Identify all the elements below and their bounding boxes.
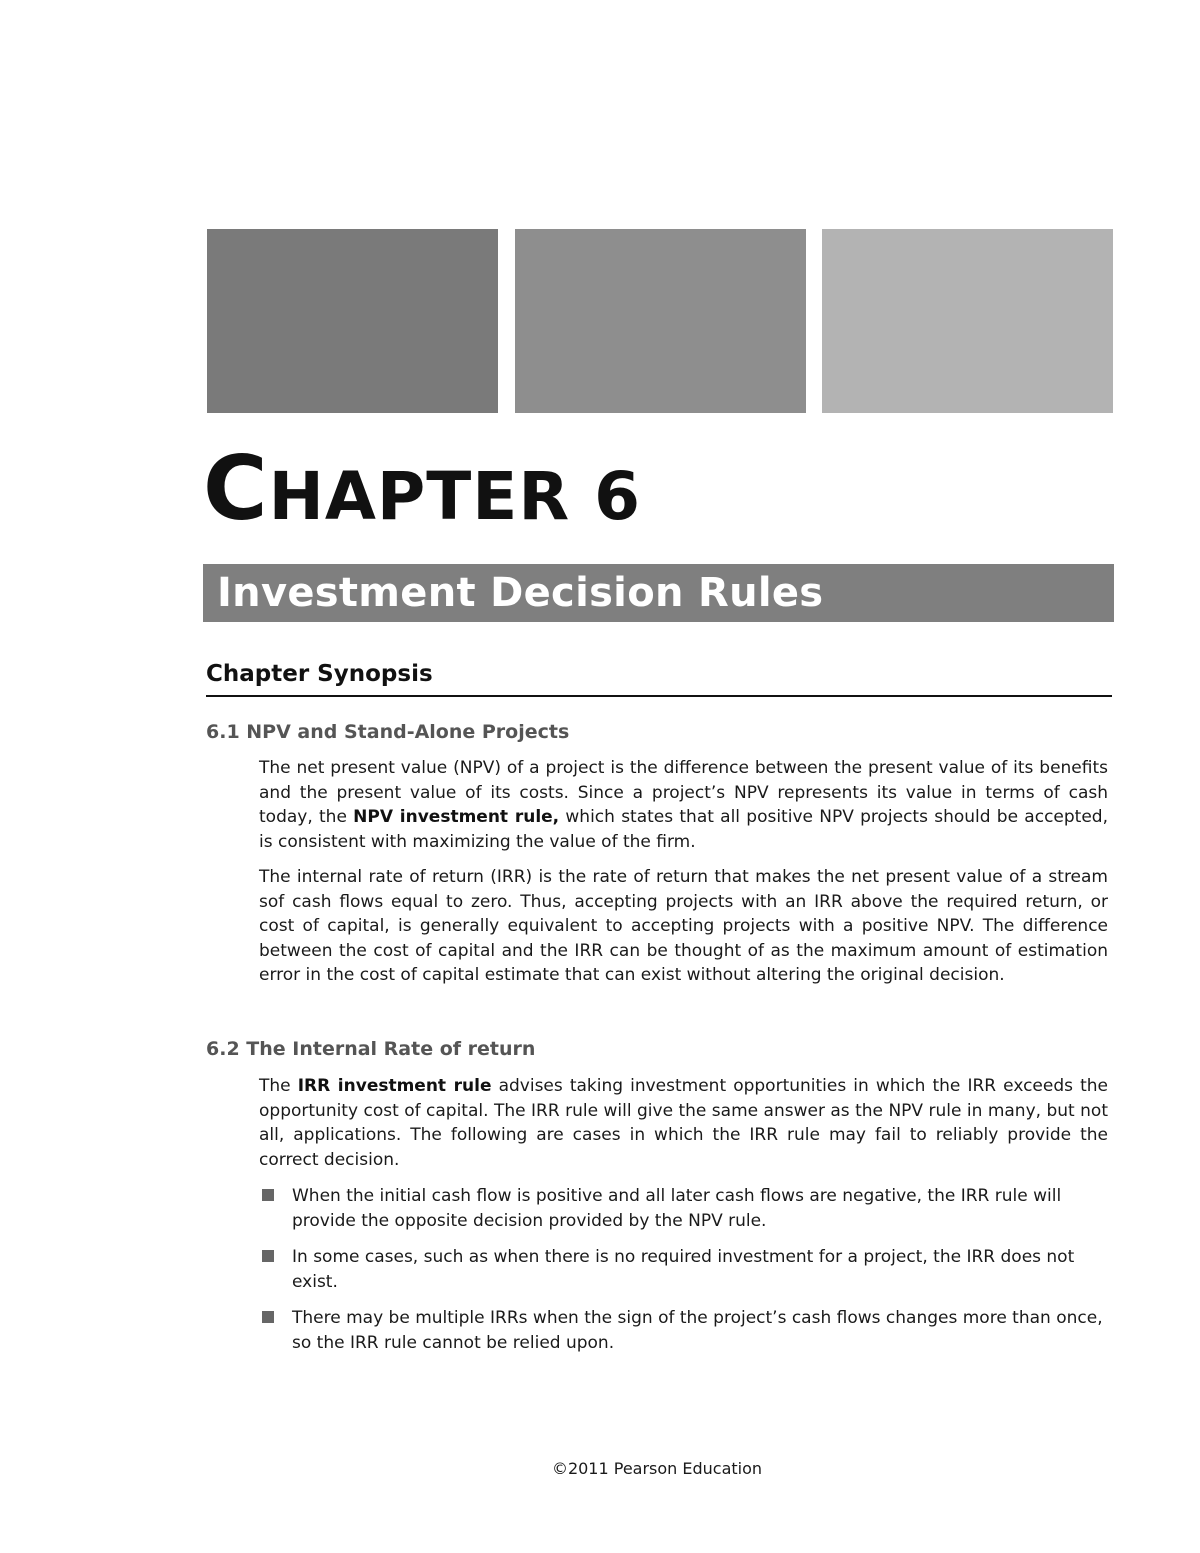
- chapter-title-initial: C: [203, 437, 269, 540]
- chapter-subtitle: Investment Decision Rules: [217, 570, 824, 616]
- section-6-1-paragraph-1: [259, 756, 1108, 854]
- chapter-title: [203, 436, 641, 542]
- section-heading-6-1: 6.1 NPV and Stand-Alone Projects: [206, 721, 570, 743]
- header-block-dark: [207, 229, 498, 413]
- paragraph-text: which states that all positive NPV projects should be accepted, is consistent with maximizing the value of the firm.: [259, 807, 1108, 852]
- bullet-text: There may be multiple IRRs when the sign of the project’s cash flows changes more than once, so the IRR rule cannot be relied upon.: [292, 1308, 1103, 1353]
- square-bullet-icon: [262, 1250, 274, 1262]
- paragraph-text: The net present value (NPV) of a project is the difference between the present value of its benefits and the present value of its costs. Since a project’s NPV represents its value in terms of cash today, the: [259, 758, 1108, 827]
- header-block-medium: [515, 229, 806, 413]
- header-block-light: [822, 229, 1113, 413]
- synopsis-heading: Chapter Synopsis: [206, 660, 1112, 697]
- section-6-1-paragraph-2: The internal rate of return (IRR) is the rate of return that makes the net present value of a stream sof cash flows equal to zero. Thus, accepting projects with an IRR above the required return, or cost of capital, is generally equivalent to accepting projects with a positive NPV. The difference between the cost of capital and the IRR can be thought of as the maximum amount of estimation error in the cost of capital estimate that can exist without altering the original decision.: [259, 867, 1108, 985]
- subtitle-bar: [203, 564, 1114, 622]
- chapter-title-rest: HAPTER 6: [268, 458, 642, 535]
- term-irr-investment-rule: IRR investment rule: [297, 1076, 492, 1096]
- paragraph-text: The: [259, 1076, 298, 1096]
- section-6-2-paragraph-1: [259, 1074, 1108, 1172]
- bullet-text: When the initial cash flow is positive and all later cash flows are negative, the IRR rule will provide the opposite decision provided by the NPV rule.: [292, 1186, 1062, 1231]
- section-heading-6-2: 6.2 The Internal Rate of return: [206, 1038, 536, 1060]
- paragraph-text: advises taking investment opportunities in which the IRR exceeds the opportunity cost of capital. The IRR rule will give the same answer as the NPV rule in many, but not all, applications. The following are cases in which the IRR rule may fail to reliably provide the correct decision.: [259, 1076, 1108, 1170]
- term-npv-investment-rule: NPV investment rule,: [353, 807, 560, 827]
- bullet-text: In some cases, such as when there is no required investment for a project, the IRR does not exist.: [292, 1247, 1075, 1292]
- square-bullet-icon: [262, 1311, 274, 1323]
- copyright-footer: ©2011 Pearson Education: [551, 1459, 763, 1478]
- square-bullet-icon: [262, 1189, 274, 1201]
